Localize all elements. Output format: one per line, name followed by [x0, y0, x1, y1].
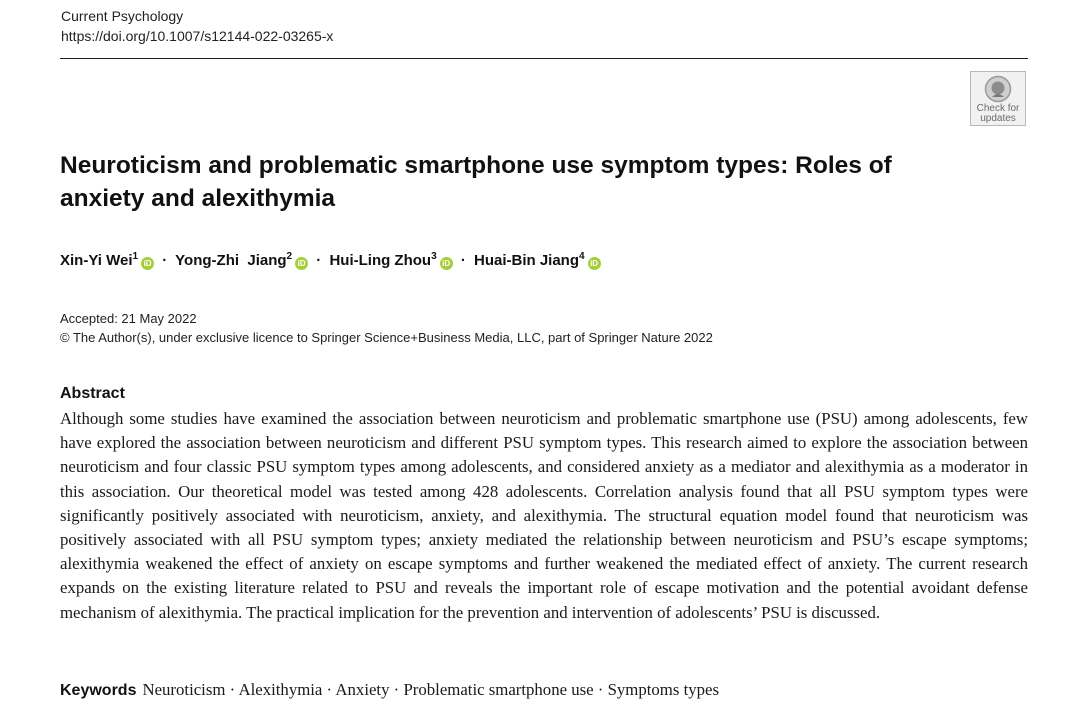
check-for-updates-line1: Check for	[976, 103, 1020, 114]
orcid-icon[interactable]: iD	[295, 257, 308, 270]
doi-link[interactable]: https://doi.org/10.1007/s12144-022-03265-x	[61, 28, 334, 44]
header-divider	[60, 58, 1028, 59]
orcid-icon[interactable]: iD	[440, 257, 453, 270]
author[interactable]	[329, 252, 452, 269]
author-separator: ·	[460, 252, 466, 269]
journal-header	[61, 6, 333, 46]
orcid-icon[interactable]: iD	[141, 257, 154, 270]
author-name: Hui-Ling Zhou	[329, 252, 432, 269]
author[interactable]	[60, 252, 154, 269]
paper-title: Neuroticism and problematic smartphone use symptom types: Roles of anxiety and alexithymia	[60, 152, 892, 212]
orcid-icon[interactable]: iD	[588, 257, 601, 270]
crossmark-icon	[984, 75, 1012, 103]
author-name: Xin-Yi Wei	[60, 252, 133, 269]
author[interactable]	[175, 252, 308, 269]
author-name: Huai-Bin Jiang	[474, 252, 580, 269]
author[interactable]	[474, 252, 601, 269]
check-for-updates-line2: updates	[980, 113, 1016, 124]
accepted-date: Accepted: 21 May 2022	[60, 311, 197, 326]
article-metadata	[60, 309, 713, 347]
author-affiliation: 2	[286, 251, 293, 262]
author-affiliation: 1	[132, 251, 139, 262]
keywords-section	[60, 679, 719, 702]
author-affiliation: 3	[431, 251, 437, 262]
author-separator: ·	[316, 252, 322, 269]
journal-name: Current Psychology	[61, 8, 184, 24]
abstract-text: Although some studies have examined the association between neuroticism and problematic smartphone use (PSU) among adolescents, few have explored the association between neuroticism and different PSU symptom types. This research aimed to explore the association between neuroticism and four classic PSU symptom types among adolescents, and considered anxiety as a mediator and alexithymia as a moderator in this association. Our theoretical model was tested among 428 adolescents. Correlation analysis found that all PSU symptom types were significantly positively associated with neuroticism, anxiety, and alexithymia. The structural equation model found that neuroticism was positively associated with all PSU symptom types; anxiety mediated the relationship between neuroticism and PSU’s escape symptoms; alexithymia weakened the effect of anxiety on escape symptoms and further weakened the mediated effect of anxiety. The current research expands on the existing literature related to PSU and reveals the important role of escape motivation and the potential avoidant defense mechanism of alexithymia. The practical implication for the prevention and intervention of adolescents’ PSU is discussed.	[60, 409, 1028, 622]
abstract-heading: Abstract	[60, 385, 125, 402]
author-name: Yong-Zhi Jiang	[175, 252, 287, 269]
keywords-label: Keywords	[60, 682, 137, 699]
author-list	[60, 250, 601, 272]
keywords-list: Neuroticism · Alexithymia · Anxiety · Problematic smartphone use · Symptoms types	[142, 680, 720, 699]
check-for-updates-badge[interactable]	[970, 71, 1026, 126]
author-affiliation: 4	[579, 251, 585, 262]
author-separator: ·	[162, 252, 168, 269]
copyright-notice: © The Author(s), under exclusive licence to Springer Science+Business Media, LLC, part of Springer Nature 2022	[60, 330, 713, 345]
